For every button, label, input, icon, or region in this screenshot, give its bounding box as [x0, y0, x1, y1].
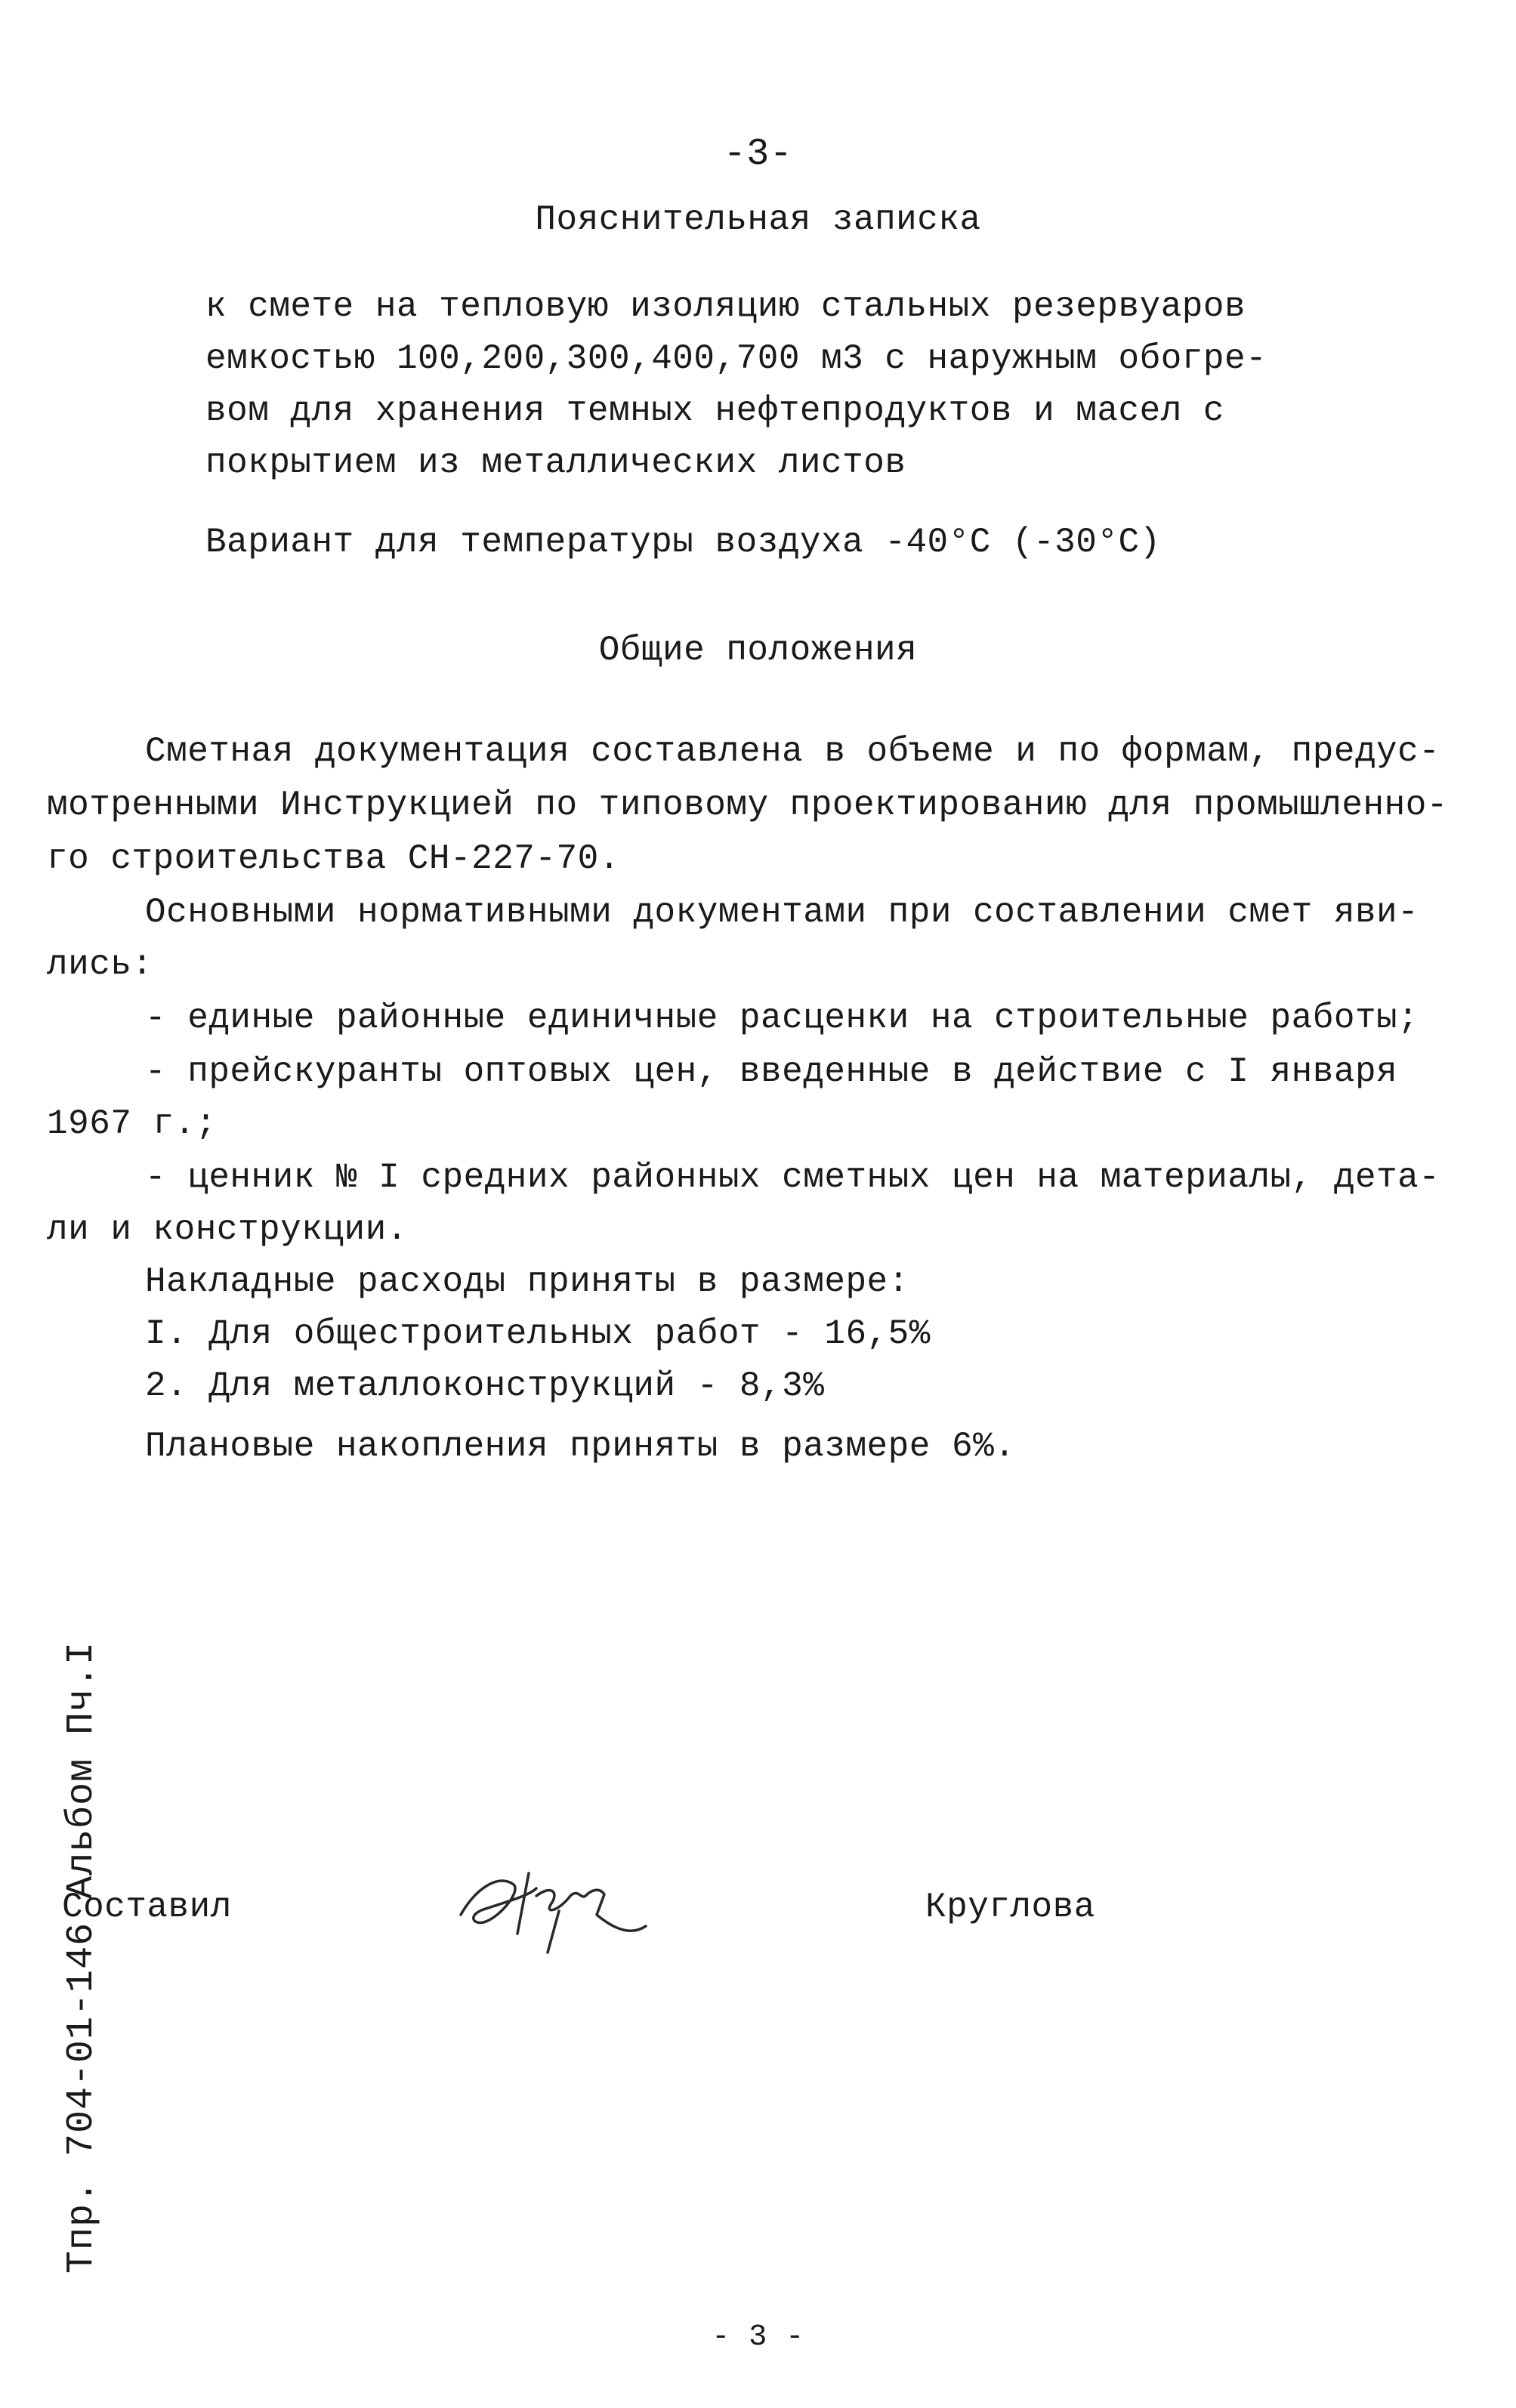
body-line: го строительства СН-227-70.	[47, 839, 620, 878]
temperature-variant: Вариант для температуры воздуха -40°С (-30°С)	[205, 523, 1161, 562]
list-item: - ценник № I средних районных сметных цен на материалы, дета-	[145, 1158, 1440, 1197]
handwritten-signature	[446, 1843, 657, 1964]
list-item: I. Для общестроительных работ - 16,5%	[145, 1314, 931, 1354]
section-heading: Общие положения	[598, 631, 918, 670]
body-line: 1967 г.;	[47, 1104, 217, 1144]
list-item: - единые районные единичные расценки на строительные работы;	[145, 999, 1419, 1038]
subtitle-line: вом для хранения темных нефтепродуктов и масел с	[205, 391, 1225, 431]
body-line: Плановые накопления приняты в размере 6%.	[145, 1427, 1016, 1466]
body-line: мотренными Инструкцией по типовому проектированию для промышленно-	[47, 786, 1448, 825]
compiler-name: Круглова	[925, 1888, 1095, 1927]
page-number-bottom: - 3 -	[712, 2320, 804, 2354]
subtitle-line: покрытием из металлических листов	[205, 443, 906, 483]
body-line: Основными нормативными документами при составлении смет яви-	[145, 893, 1419, 932]
list-item: - прейскуранты оптовых цен, введенные в действие с I января	[145, 1052, 1398, 1091]
body-line: лись:	[47, 945, 153, 984]
body-line: Накладные расходы приняты в размере:	[145, 1262, 909, 1301]
subtitle-line: емкостью 100,200,300,400,700 м3 с наружным обогре-	[205, 339, 1267, 378]
side-reference: Тпр. 704-01-146 Альбом Пч.I	[60, 1641, 103, 2274]
page-number-top: -3-	[723, 133, 793, 176]
compiled-by-label: Составил	[62, 1888, 232, 1927]
list-item: 2. Для металлоконструкций - 8,3%	[145, 1366, 825, 1406]
body-line: Сметная документация составлена в объеме и по формам, предус-	[145, 732, 1440, 771]
subtitle-line: к смете на тепловую изоляцию стальных резервуаров	[205, 287, 1246, 326]
body-line: ли и конструкции.	[47, 1210, 408, 1249]
document-title: Пояснительная записка	[535, 200, 981, 239]
